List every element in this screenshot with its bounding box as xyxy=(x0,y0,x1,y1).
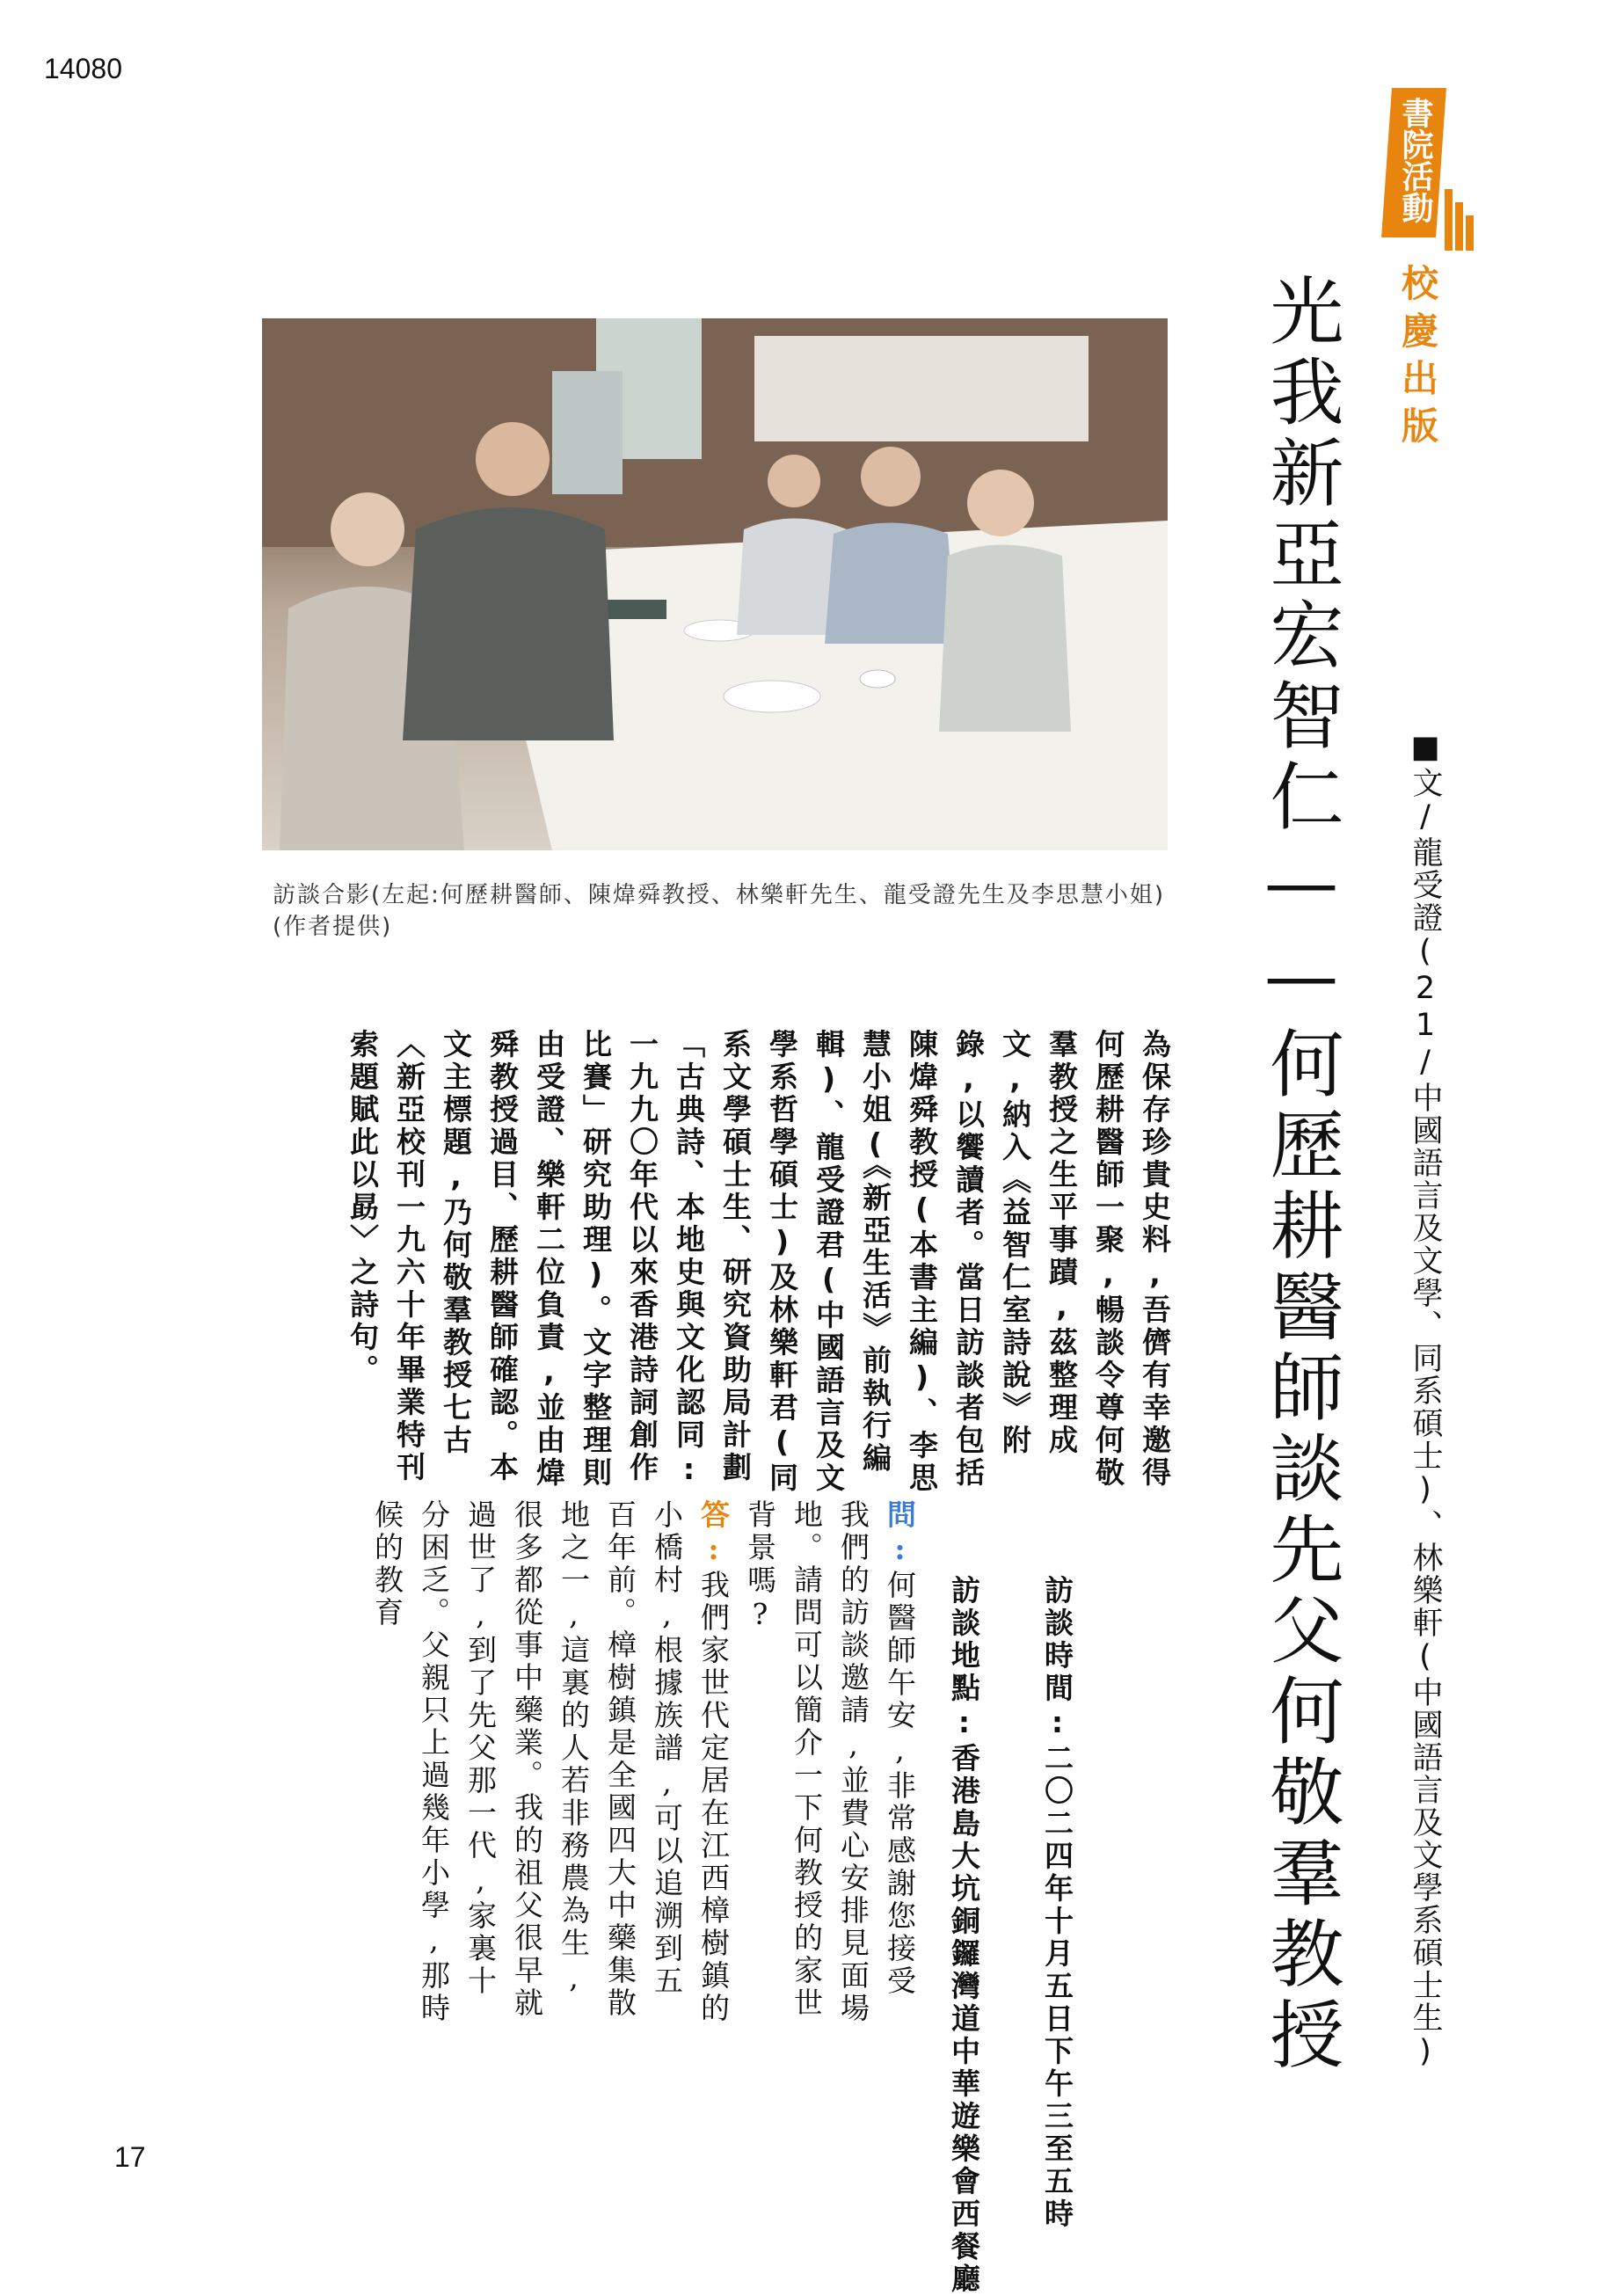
interview-time: 訪談時間:二〇二四年十月五日下午三至五時 xyxy=(1040,1575,1074,2231)
badge-bar-icon xyxy=(1466,215,1474,251)
qa-section xyxy=(246,1499,923,2027)
question-text: 何醫師午安,非常感謝您接受我們的訪談邀請,並費心安排見面場地。請問可以簡介一下何教授的家世背景嗎? xyxy=(743,1499,917,2025)
badge-bar-icon xyxy=(1455,202,1463,251)
question-label: 問: xyxy=(883,1499,917,1570)
category-label: 校慶出版 xyxy=(1396,264,1439,454)
article-title: 光我新亞宏智仁——何歷耕醫師談先父何敬羣教授 xyxy=(1258,273,1344,2077)
badge-label: 書院活動 xyxy=(1397,97,1433,223)
group-photo xyxy=(262,318,1168,850)
page-number: 17 xyxy=(114,2141,146,2173)
interview-info xyxy=(941,1499,1127,2296)
document-id: 14080 xyxy=(44,53,122,84)
answer-text: 我們家世代定居在江西樟樹鎮的小橋村,根據族譜,可以追溯到五百年前。樟樹鎮是全國四大中藥集散地之一,這裏的人若非務農為生,很多都從事中藥業。我的祖父很早就過世了,到了先父那一代,家裏十分困乏。父親只上過幾年小學,那時候的教育 xyxy=(370,1499,731,2025)
answer-label: 答: xyxy=(696,1499,731,1570)
interview-place: 訪談地點:香港島大坑銅鑼灣道中華遊樂會西餐廳 xyxy=(947,1575,981,2296)
badge-bar-icon xyxy=(1445,189,1453,251)
byline: ■文/龍受證(21/中國語言及文學、同系碩士)、林樂軒(中國語言及文學系碩士生) xyxy=(1408,730,1443,2071)
intro-paragraph: 為保存珍貴史料,吾儕有幸邀得何歷耕醫師一聚,暢談令尊何敬羣教授之生平事蹟,茲整理成文,納入《益智仁室詩說》附錄,以饗讀者。當日訪談者包括陳煒舜教授(本書主編)、李思慧小姐(《新亞生活》前執行編輯)、龍受證君(中國語言及文學系哲學碩士)及林樂軒君(同系文學碩士生、研究資助局計劃「古典詩、本地史與文化認同:一九九〇年代以來香港詩詞創作比賽」研究助理)。文字整理則由受證、樂軒二位負責,並由煒舜教授過目、歷耕醫師確認。本文主標題,乃何敬羣教授七古〈新亞校刊一九六十年畢業特刊索題賦此以勗〉之詩句。 xyxy=(346,1029,1172,1495)
section-badge xyxy=(1367,88,1482,251)
photo-caption: 訪談合影(左起:何歷耕醫師、陳煒舜教授、林樂軒先生、龍受證先生及李思慧小姐)(作者提供) xyxy=(273,882,1166,940)
photo-illustration xyxy=(262,318,1168,850)
